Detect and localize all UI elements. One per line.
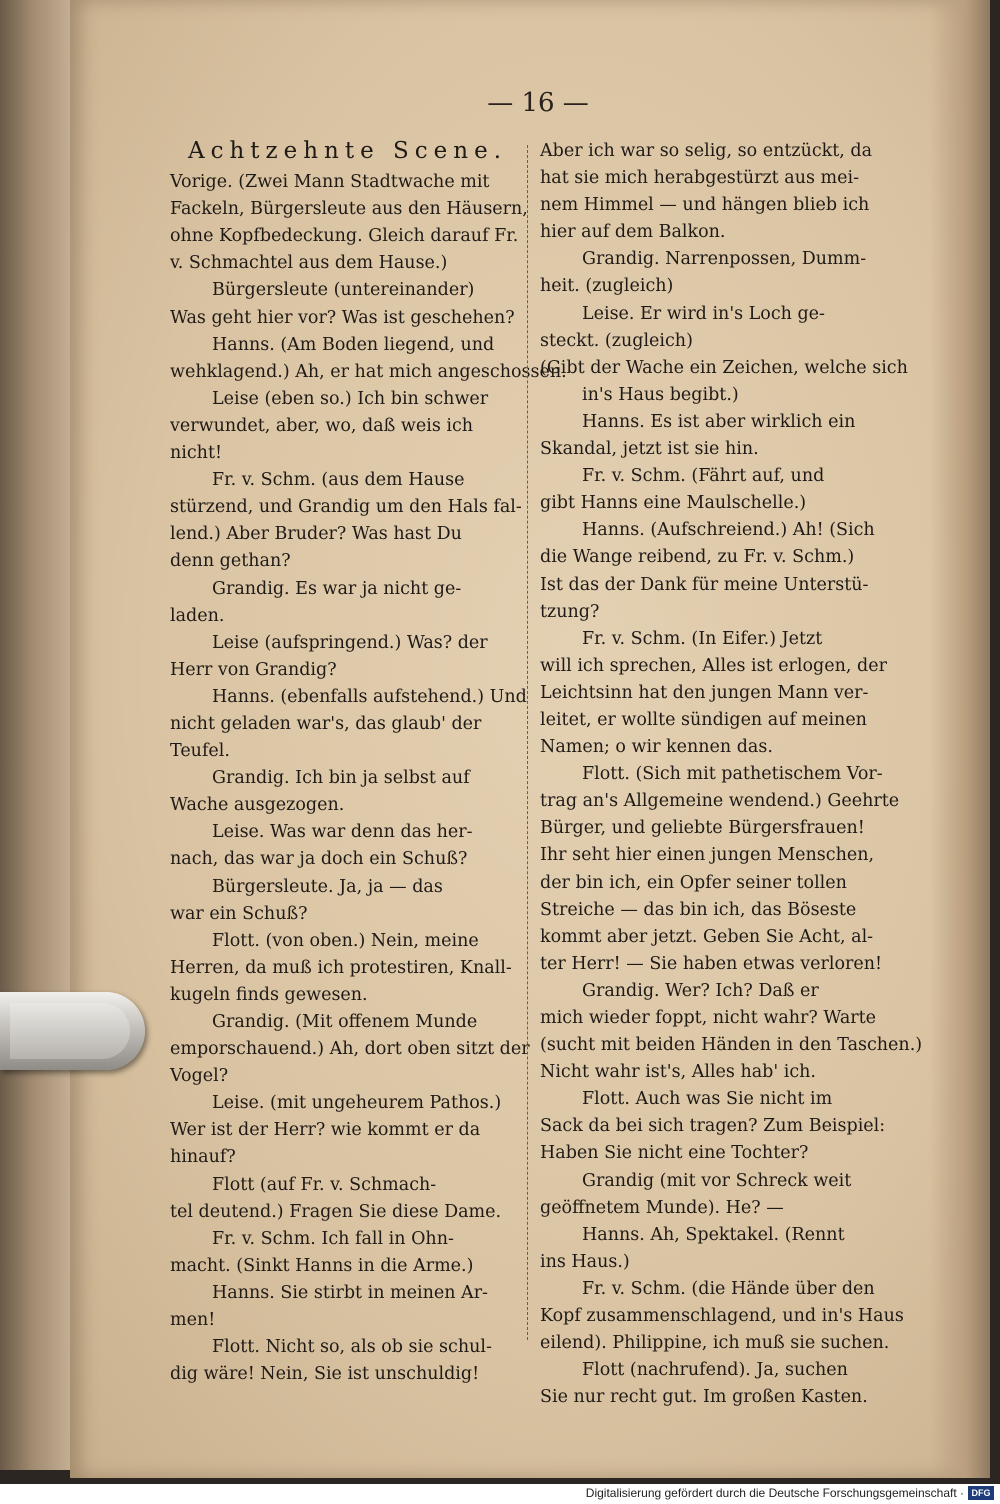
text-line: Leise. Was war denn das her- [212,822,473,843]
text-line: wehklagend.) Ah, er hat mich angeschossen. [170,361,567,382]
text-line: Bürgersleute. Ja, ja — das [212,876,443,897]
text-line: dig wäre! Nein, Sie ist unschuldig! [170,1364,480,1385]
text-line: ter Herr! — Sie haben etwas verloren! [540,953,883,974]
text-line: Flott. (Sich mit pathetischem Vor- [582,764,883,785]
text-line: Was geht hier vor? Was ist geschehen? [170,307,515,328]
text-line: Fr. v. Schm. (die Hände über den [582,1278,875,1299]
book-edge [0,0,80,1470]
text-line: verwundet, aber, wo, daß weis ich [170,415,474,436]
text-line: macht. (Sinkt Hanns in die Arme.) [170,1255,474,1276]
text-line: will ich sprechen, Alles ist erlogen, der [540,655,887,676]
text-line: Teufel. [170,741,230,762]
text-line: ohne Kopfbedeckung. Gleich darauf Fr. [170,226,519,247]
text-line: (Gibt der Wache ein Zeichen, welche sich [540,357,908,378]
text-line: Flott. Auch was Sie nicht im [582,1089,833,1110]
text-line: trag an's Allgemeine wendend.) Geehrte [540,791,900,812]
text-line: nicht geladen war's, das glaub' der [170,713,482,734]
page-clip-inner [10,1003,130,1059]
text-line: emporschauend.) Ah, dort oben sitzt der [170,1039,530,1060]
text-line: leitet, er wollte sündigen auf meinen [540,709,867,730]
text-line: Fr. v. Schm. Ich fall in Ohn- [212,1228,454,1249]
text-line: nem Himmel — und hängen blieb ich [540,195,870,216]
text-line: kommt aber jetzt. Geben Sie Acht, al- [540,926,874,947]
text-line: Wache ausgezogen. [170,795,345,816]
text-line: Grandig. Wer? Ich? Daß er [582,980,819,1001]
text-line: Vogel? [170,1066,229,1087]
text-line: Haben Sie nicht eine Tochter? [540,1143,809,1164]
text-line: Kopf zusammenschlagend, und in's Haus [540,1306,904,1327]
text-line: Hanns. Es ist aber wirklich ein [582,411,856,432]
text-line: Skandal, jetzt ist sie hin. [540,439,759,460]
text-line: Herren, da muß ich protestiren, Knall- [170,957,512,978]
text-line: Leichtsinn hat den jungen Mann ver- [540,682,869,703]
text-line: Hanns. Sie stirbt in meinen Ar- [212,1282,488,1303]
text-line: hat sie mich herabgestürzt aus mei- [540,168,859,189]
text-line: kugeln finds gewesen. [170,984,368,1005]
text-line: Sack da bei sich tragen? Zum Beispiel: [540,1116,886,1137]
text-line: Grandig. Narrenpossen, Dumm- [582,249,867,270]
text-line: tel deutend.) Fragen Sie diese Dame. [170,1201,502,1222]
text-line: laden. [170,605,225,626]
text-line: Vorige. (Zwei Mann Stadtwache mit [170,172,490,193]
text-line: Hanns. (Am Boden liegend, und [212,334,495,355]
left-column [170,138,567,1388]
text-line: v. Schmachtel aus dem Hause.) [170,253,448,274]
text-line: men! [170,1310,216,1331]
text-line: Nicht wahr ist's, Alles hab' ich. [540,1062,816,1083]
text-line: Leise. (mit ungeheurem Pathos.) [212,1093,502,1114]
text-line: Fr. v. Schm. (In Eifer.) Jetzt [582,628,823,649]
text-line: lend.) Aber Bruder? Was hast Du [170,524,462,545]
text-line: ins Haus.) [540,1251,630,1272]
text-line: die Wange reibend, zu Fr. v. Schm.) [540,547,855,568]
text-line: stürzend, und Grandig um den Hals fal- [170,497,522,518]
funding-notice: Digitalisierung gefördert durch die Deutsche Forschungsgemeinschaft · [585,1486,964,1500]
text-line: Flott. (von oben.) Nein, meine [212,930,479,951]
text-line: Leise. Er wird in's Loch ge- [582,303,825,324]
text-line: Grandig. Es war ja nicht ge- [212,578,462,599]
text-line: Fr. v. Schm. (aus dem Hause [212,470,465,491]
text-line: Aber ich war so selig, so entzückt, da [540,141,873,161]
text-line: Bürgersleute (untereinander) [212,280,475,301]
text-line: Ihr seht hier einen jungen Menschen, [540,845,875,866]
text-line: nach, das war ja doch ein Schuß? [170,849,468,870]
text-line: Grandig. (Mit offenem Munde [212,1012,478,1032]
text-line: Hanns. Ah, Spektakel. (Rennt [582,1224,845,1245]
text-line: Grandig (mit vor Schreck weit [582,1170,852,1191]
column-divider [527,145,529,1340]
text-line: geöffnetem Munde). He? — [540,1197,784,1218]
text-line: (sucht mit beiden Händen in den Taschen.) [540,1035,923,1056]
text-line: tzung? [540,601,600,622]
text-line: hier auf dem Balkon. [540,222,726,243]
right-column [540,138,923,1411]
text-line: Flott (nachrufend). Ja, suchen [582,1360,848,1381]
text-line: Bürger, und geliebte Bürgersfrauen! [540,818,865,839]
text-line: Fackeln, Bürgersleute aus den Häusern, [170,199,528,220]
text-line: hinauf? [170,1147,236,1168]
text-line: Wer ist der Herr? wie kommt er da [170,1120,481,1141]
text-line: war ein Schuß? [170,903,308,924]
text-line: Leise (eben so.) Ich bin schwer [212,388,489,409]
text-line: Grandig. Ich bin ja selbst auf [212,768,470,789]
text-line: der bin ich, ein Opfer seiner tollen [540,872,847,893]
text-line: heit. (zugleich) [540,276,674,297]
page-number: — 16 — [487,88,589,118]
text-line: Flott. Nicht so, als ob sie schul- [212,1337,492,1358]
text-line: eilend). Philippine, ich muß sie suchen. [540,1333,890,1354]
text-line: Flott (auf Fr. v. Schmach- [212,1174,437,1195]
text-line: Hanns. (ebenfalls aufstehend.) Und [212,686,527,707]
text-line: Herr von Grandig? [170,659,337,680]
text-line: Fr. v. Schm. (Fährt auf, und [582,466,825,487]
text-line: mich wieder foppt, nicht wahr? Warte [540,1008,877,1028]
text-line: gibt Hanns eine Maulschelle.) [540,493,807,514]
text-line: Streiche — das bin ich, das Böseste [540,899,857,920]
text-line: Namen; o wir kennen das. [540,737,773,758]
text-line: in's Haus begibt.) [582,384,739,405]
text-line: steckt. (zugleich) [540,330,693,351]
page-edge-shadow [930,0,990,1478]
text-line: Achtzehnte Scene. [187,138,508,164]
text-line: denn gethan? [170,551,291,572]
text-line: Hanns. (Aufschreiend.) Ah! (Sich [582,520,875,541]
text-line: nicht! [170,443,223,464]
dfg-logo: DFG [968,1486,994,1500]
text-line: Ist das der Dank für meine Unterstü- [540,574,869,595]
text-line: Leise (aufspringend.) Was? der [212,632,488,653]
text-line: Sie nur recht gut. Im großen Kasten. [540,1387,868,1408]
